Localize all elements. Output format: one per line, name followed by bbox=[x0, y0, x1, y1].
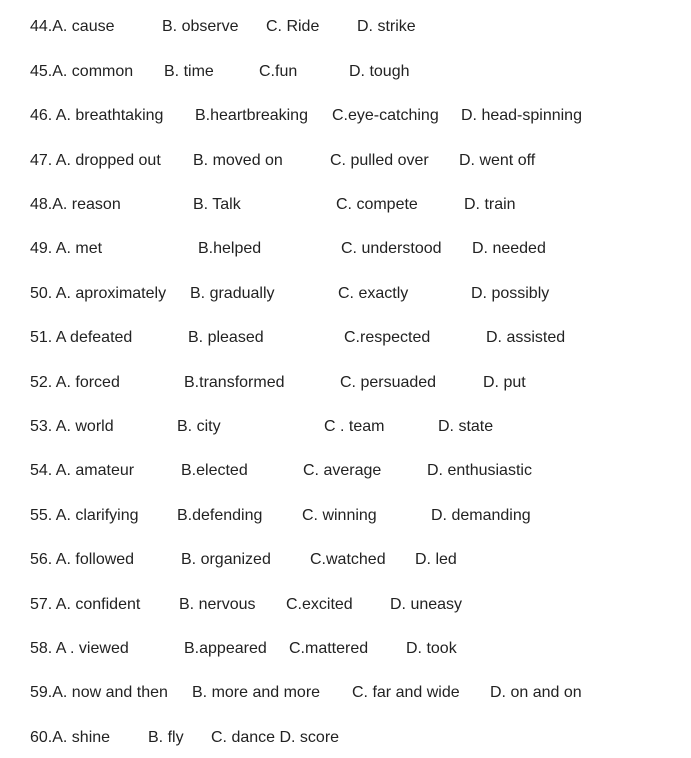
option-d: D. needed bbox=[472, 240, 546, 257]
option-d: D. on and on bbox=[490, 684, 582, 701]
option-b: B. time bbox=[164, 63, 214, 80]
option-a: 48.A. reason bbox=[30, 196, 121, 213]
question-row-57 bbox=[0, 594, 691, 616]
option-c: C.excited bbox=[286, 596, 353, 613]
option-c: C. compete bbox=[336, 196, 418, 213]
option-d: D. demanding bbox=[431, 507, 531, 524]
option-a: 50. A. aproximately bbox=[30, 285, 167, 302]
question-row-58 bbox=[0, 638, 691, 660]
option-d: D. assisted bbox=[486, 329, 566, 346]
question-row-49 bbox=[0, 238, 691, 260]
option-c: C. understood bbox=[341, 240, 442, 257]
option-b: B. organized bbox=[181, 551, 271, 568]
question-row-47 bbox=[0, 150, 691, 172]
question-row-60 bbox=[0, 727, 691, 749]
option-d: D. state bbox=[438, 418, 494, 435]
question-row-48 bbox=[0, 194, 691, 216]
option-b: B.helped bbox=[198, 240, 262, 257]
option-c: C.mattered bbox=[289, 640, 369, 657]
option-c: C.watched bbox=[310, 551, 386, 568]
option-c: C. winning bbox=[302, 507, 377, 524]
option-a: 53. A. world bbox=[30, 418, 114, 435]
option-b: B. fly bbox=[148, 729, 184, 746]
option-d: D. strike bbox=[357, 18, 416, 35]
option-d: D. put bbox=[483, 374, 526, 391]
option-a: 52. A. forced bbox=[30, 374, 120, 391]
question-row-52 bbox=[0, 372, 691, 394]
option-a: 45.A. common bbox=[30, 63, 134, 80]
option-c: C.fun bbox=[259, 63, 298, 80]
option-b: B.defending bbox=[177, 507, 263, 524]
option-a: 55. A. clarifying bbox=[30, 507, 139, 524]
option-d: D. enthusiastic bbox=[427, 462, 532, 479]
option-c: C. persuaded bbox=[340, 374, 437, 391]
question-row-55 bbox=[0, 505, 691, 527]
question-row-53 bbox=[0, 416, 691, 438]
option-a: 60.A. shine bbox=[30, 729, 111, 746]
option-a: 47. A. dropped out bbox=[30, 152, 161, 169]
option-c: C. Ride bbox=[266, 18, 320, 35]
option-b: B. observe bbox=[162, 18, 239, 35]
option-d: D. took bbox=[406, 640, 457, 657]
option-a: 44.A. cause bbox=[30, 18, 115, 35]
option-b: B.transformed bbox=[184, 374, 285, 391]
option-d: D. led bbox=[415, 551, 457, 568]
question-row-59 bbox=[0, 682, 691, 704]
option-b: B. pleased bbox=[188, 329, 264, 346]
option-a: 56. A. followed bbox=[30, 551, 135, 568]
option-b: B.elected bbox=[181, 462, 248, 479]
option-b: B. Talk bbox=[193, 196, 241, 213]
question-row-44 bbox=[0, 16, 691, 38]
option-c: C. far and wide bbox=[352, 684, 460, 701]
option-b: B. more and more bbox=[192, 684, 321, 701]
option-c: C.eye-catching bbox=[332, 107, 439, 124]
option-d: D. tough bbox=[349, 63, 410, 80]
option-a: 58. A . viewed bbox=[30, 640, 129, 657]
option-d: D. head-spinning bbox=[461, 107, 582, 124]
option-c: C . team bbox=[324, 418, 385, 435]
option-b: B. moved on bbox=[193, 152, 283, 169]
question-row-54 bbox=[0, 460, 691, 482]
question-row-56 bbox=[0, 549, 691, 571]
option-c: C. exactly bbox=[338, 285, 409, 302]
option-b: B. city bbox=[177, 418, 221, 435]
option-d: D. uneasy bbox=[390, 596, 463, 613]
option-b: B. gradually bbox=[190, 285, 275, 302]
option-a: 54. A. amateur bbox=[30, 462, 135, 479]
question-row-51 bbox=[0, 327, 691, 349]
question-row-46 bbox=[0, 105, 691, 127]
question-row-45 bbox=[0, 61, 691, 83]
option-c: C. pulled over bbox=[330, 152, 429, 169]
option-d: D. went off bbox=[459, 152, 536, 169]
question-row-50 bbox=[0, 283, 691, 305]
option-c-d: C. dance D. score bbox=[211, 729, 340, 746]
option-c: C. average bbox=[303, 462, 382, 479]
option-a: 46. A. breathtaking bbox=[30, 107, 164, 124]
option-a: 51. A defeated bbox=[30, 329, 133, 346]
option-a: 57. A. confident bbox=[30, 596, 141, 613]
option-d: D. train bbox=[464, 196, 516, 213]
option-a: 59.A. now and then bbox=[30, 684, 168, 701]
option-b: B.heartbreaking bbox=[195, 107, 308, 124]
option-b: B.appeared bbox=[184, 640, 267, 657]
option-d: D. possibly bbox=[471, 285, 550, 302]
option-a: 49. A. met bbox=[30, 240, 103, 257]
option-c: C.respected bbox=[344, 329, 431, 346]
option-b: B. nervous bbox=[179, 596, 256, 613]
